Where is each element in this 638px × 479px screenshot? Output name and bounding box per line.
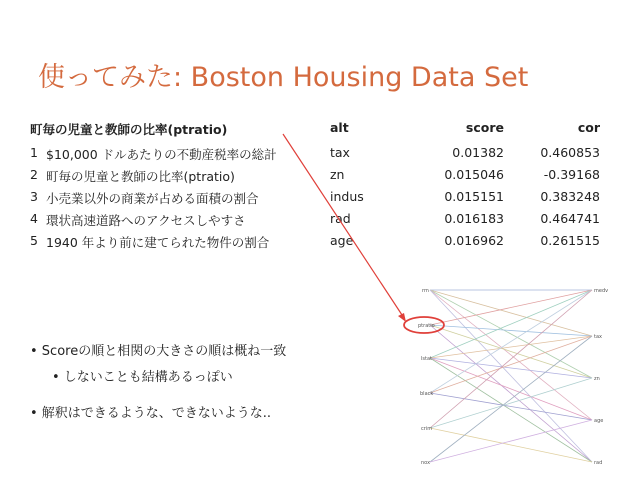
row-desc: $10,000 ドルあたりの不動産税率の総計 (46, 147, 277, 162)
node-labels (418, 288, 608, 466)
row-alt: indus (330, 189, 364, 204)
header-desc: 町毎の児童と教師の比率(ptratio) (30, 122, 228, 137)
left-node-label: lstat (421, 356, 432, 362)
header-alt: alt (330, 120, 349, 135)
left-node-label: ptratio (418, 323, 435, 329)
row-number: 3 (30, 189, 38, 204)
arrow-head (398, 313, 406, 322)
bullet-subitem: • しないことも結構あるっぽい (52, 370, 233, 385)
callout-arrow (283, 134, 404, 318)
row-cor: 0.383248 (540, 189, 600, 204)
row-score: 0.015046 (444, 167, 504, 182)
row-score: 0.016962 (444, 233, 504, 248)
row-number: 2 (30, 167, 38, 182)
header-score: score (465, 120, 504, 135)
row-score: 0.01382 (452, 145, 504, 160)
row-cor: 0.464741 (540, 211, 600, 226)
row-score: 0.015151 (444, 189, 504, 204)
row-alt: tax (330, 145, 350, 160)
left-node-label: crim (421, 426, 433, 432)
row-cor: -0.39168 (543, 167, 600, 182)
row-alt: age (330, 233, 354, 248)
row-alt: zn (330, 167, 345, 182)
row-desc: 環状高速道路へのアクセスしやすさ (46, 213, 246, 228)
right-node-label: zn (594, 376, 600, 382)
right-node-label: tax (594, 334, 602, 340)
bullet-item: • Scoreの順と相関の大きさの順は概ね一致 (30, 344, 287, 359)
row-desc: 町毎の児童と教師の比率(ptratio) (46, 169, 235, 184)
left-node-label: rm (422, 288, 429, 294)
connection-lines (430, 290, 592, 462)
bullet-item: • 解釈はできるような、できないような.. (30, 406, 272, 421)
row-number: 4 (30, 211, 38, 226)
header-cor: cor (577, 120, 600, 135)
row-desc: 1940 年より前に建てられた物件の割合 (46, 235, 270, 250)
right-node-label: medv (594, 288, 609, 294)
row-desc: 小売業以外の商業が占める面積の割合 (46, 191, 259, 206)
slide-title: 使ってみた: Boston Housing Data Set (38, 62, 529, 93)
right-node-label: rad (594, 460, 603, 466)
row-number: 5 (30, 233, 38, 248)
left-node-label: black (420, 391, 434, 397)
row-score: 0.016183 (444, 211, 504, 226)
row-alt: rad (330, 211, 351, 226)
row-cor: 0.460853 (540, 145, 600, 160)
row-number: 1 (30, 145, 38, 160)
right-node-label: age (594, 418, 604, 424)
left-node-label: nox (421, 460, 431, 466)
row-cor: 0.261515 (540, 233, 600, 248)
